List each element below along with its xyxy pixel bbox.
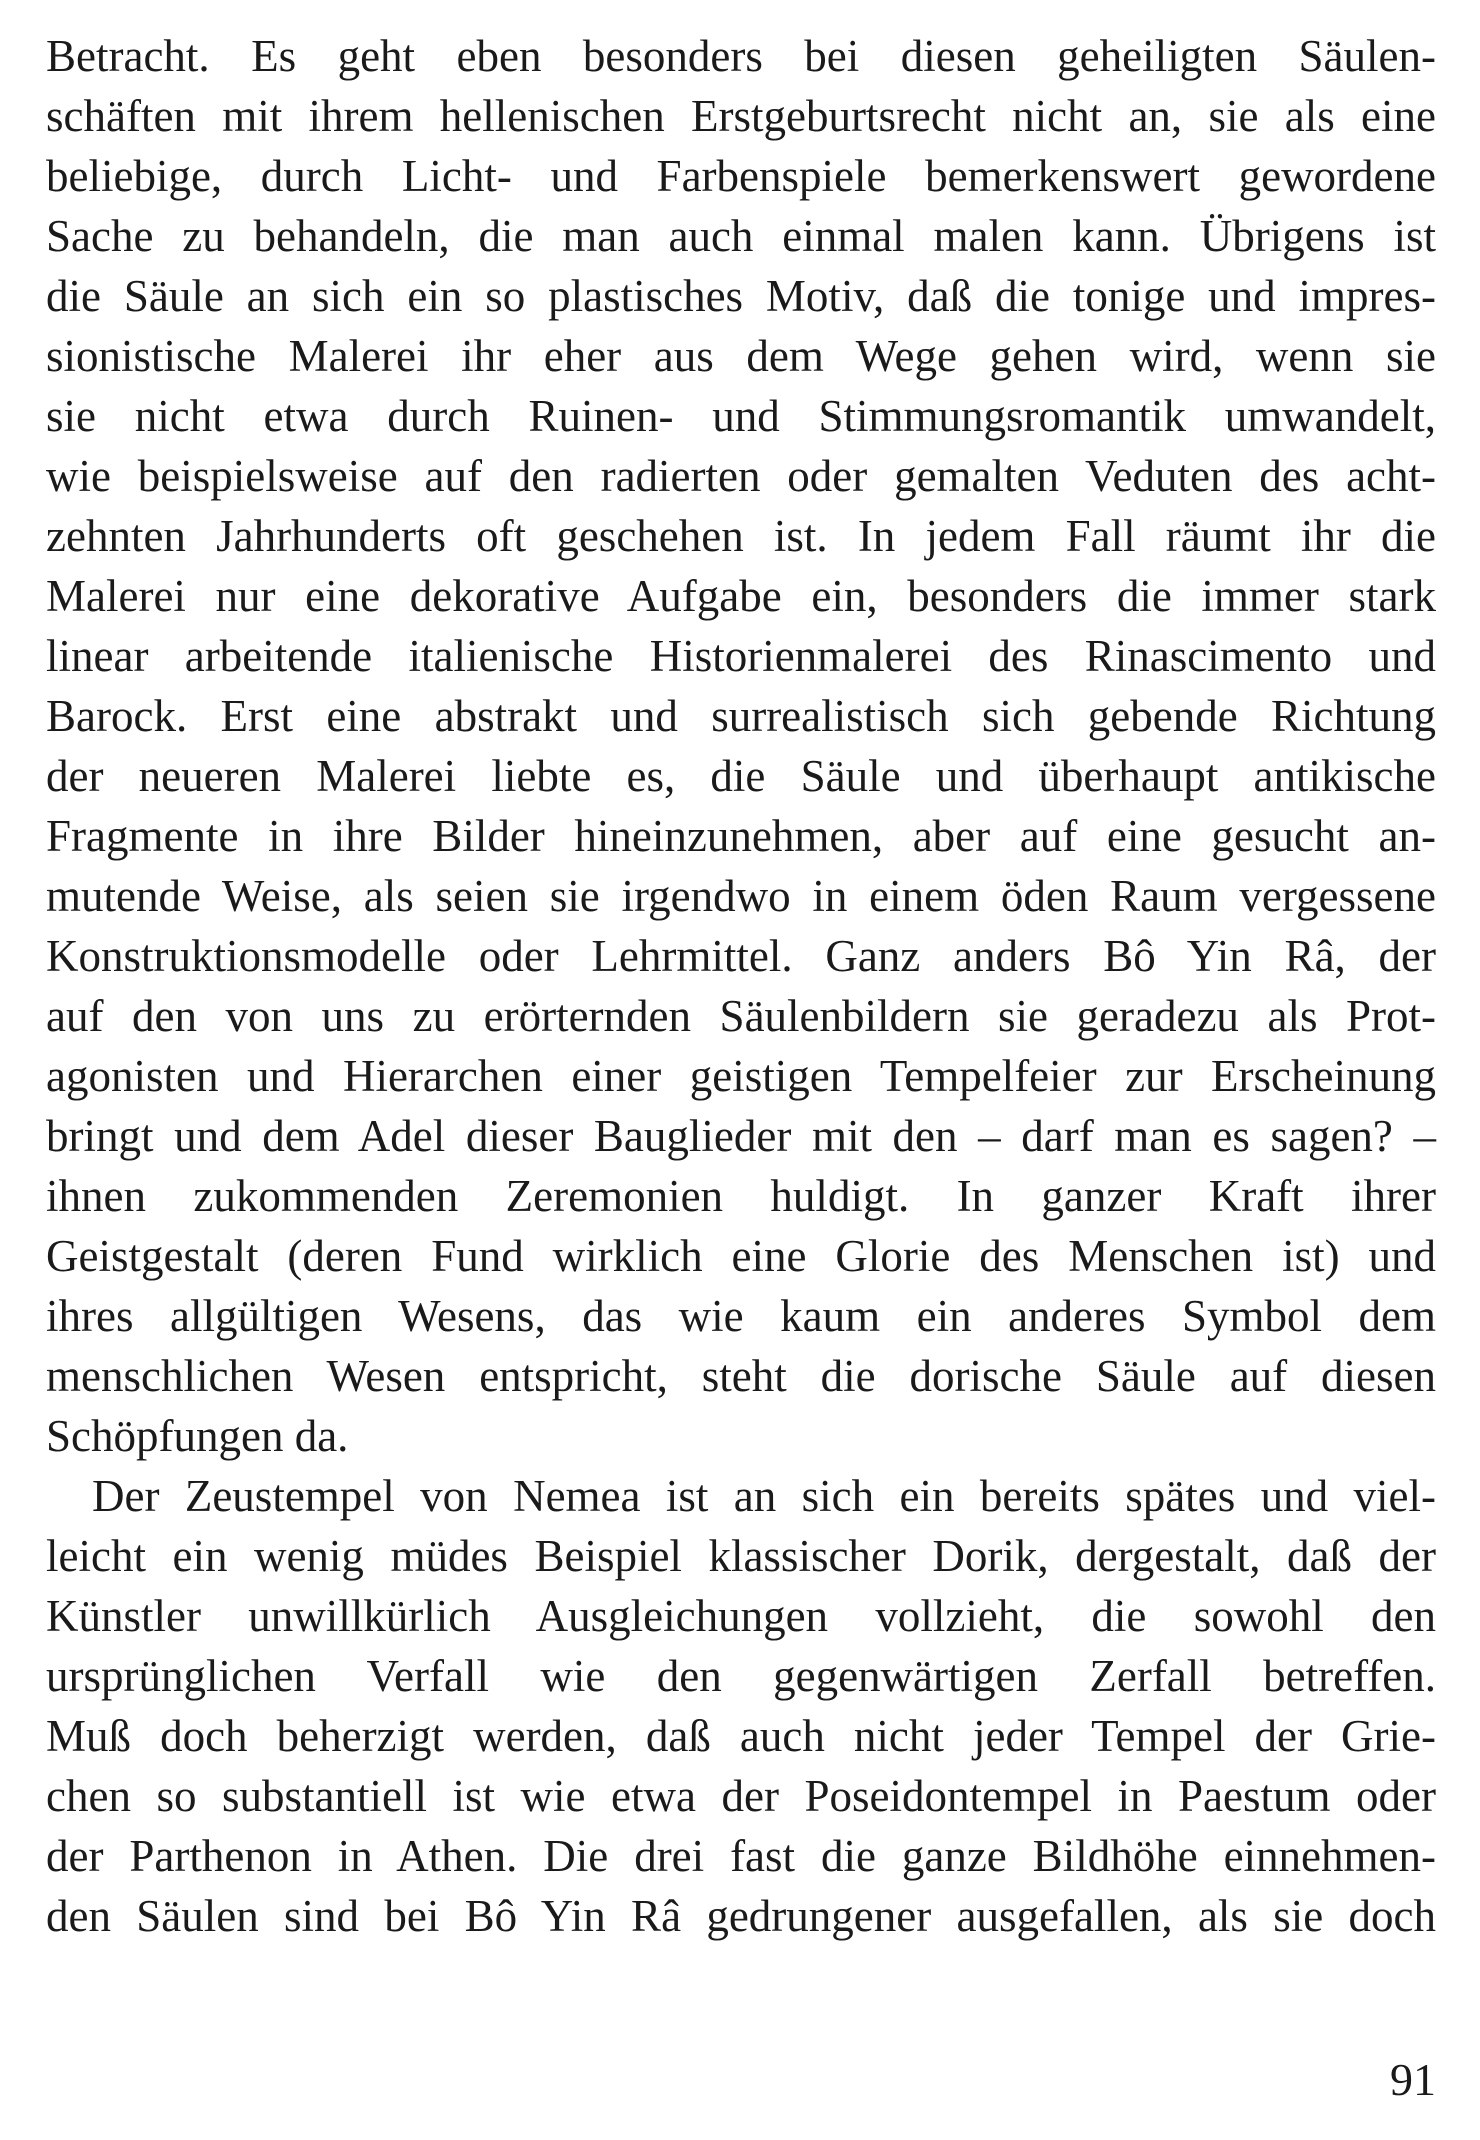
- body-text: [46, 26, 1436, 1946]
- text-line: ihres allgültigen Wesens, das wie kaum ein anderes Symbol dem: [46, 1291, 1436, 1341]
- text-line: auf den von uns zu erörternden Säulenbildern sie geradezu als Prot-: [46, 991, 1436, 1041]
- text-line: wie beispielsweise auf den radierten oder gemalten Veduten des acht-: [46, 451, 1436, 501]
- text-line: chen so substantiell ist wie etwa der Poseidontempel in Paestum oder: [46, 1771, 1436, 1821]
- text-line: Malerei nur eine dekorative Aufgabe ein, besonders die immer stark: [46, 571, 1436, 621]
- text-line: den Säulen sind bei Bô Yin Râ gedrungener ausgefallen, als sie doch: [46, 1891, 1436, 1941]
- text-line: bringt und dem Adel dieser Bauglieder mit den – darf man es sagen? –: [46, 1111, 1436, 1161]
- text-line: ihnen zukommenden Zeremonien huldigt. In ganzer Kraft ihrer: [46, 1171, 1436, 1221]
- text-line: die Säule an sich ein so plastisches Motiv, daß die tonige und impres-: [46, 271, 1436, 321]
- text-line: Künstler unwillkürlich Ausgleichungen vollzieht, die sowohl den: [46, 1591, 1436, 1641]
- text-line: Konstruktionsmodelle oder Lehrmittel. Ganz anders Bô Yin Râ, der: [46, 931, 1436, 981]
- text-line: beliebige, durch Licht- und Farbenspiele bemerkenswert gewordene: [46, 151, 1436, 201]
- text-line: Sache zu behandeln, die man auch einmal malen kann. Übrigens ist: [46, 211, 1436, 261]
- text-line: linear arbeitende italienische Historienmalerei des Rinascimento und: [46, 631, 1436, 681]
- text-line: schäften mit ihrem hellenischen Erstgeburtsrecht nicht an, sie als eine: [46, 91, 1436, 141]
- text-line: Geistgestalt (deren Fund wirklich eine Glorie des Menschen ist) und: [46, 1231, 1436, 1281]
- text-line: Betracht. Es geht eben besonders bei diesen geheiligten Säulen-: [46, 31, 1436, 81]
- text-line: zehnten Jahrhunderts oft geschehen ist. In jedem Fall räumt ihr die: [46, 511, 1436, 561]
- text-line: agonisten und Hierarchen einer geistigen Tempelfeier zur Erscheinung: [46, 1051, 1436, 1101]
- text-line: Der Zeustempel von Nemea ist an sich ein bereits spätes und viel-: [92, 1471, 1436, 1521]
- text-line: sionistische Malerei ihr eher aus dem Wege gehen wird, wenn sie: [46, 331, 1436, 381]
- text-line: Schöpfungen da.: [46, 1411, 349, 1461]
- paragraph-2: [46, 1466, 1436, 1946]
- text-line: Barock. Erst eine abstrakt und surrealistisch sich gebende Richtung: [46, 691, 1436, 741]
- text-line: mutende Weise, als seien sie irgendwo in einem öden Raum vergessene: [46, 871, 1436, 921]
- text-line: ursprünglichen Verfall wie den gegenwärtigen Zerfall betreffen.: [46, 1651, 1436, 1701]
- text-line: Fragmente in ihre Bilder hineinzunehmen, aber auf eine gesucht an-: [46, 811, 1436, 861]
- page-number: 91: [1390, 2054, 1436, 2105]
- text-line: der neueren Malerei liebte es, die Säule und überhaupt antikische: [46, 751, 1436, 801]
- text-line: menschlichen Wesen entspricht, steht die dorische Säule auf diesen: [46, 1351, 1436, 1401]
- paragraph-1: [46, 26, 1436, 1466]
- text-line: leicht ein wenig müdes Beispiel klassischer Dorik, dergestalt, daß der: [46, 1531, 1436, 1581]
- text-line: Muß doch beherzigt werden, daß auch nicht jeder Tempel der Grie-: [46, 1711, 1436, 1761]
- text-line: sie nicht etwa durch Ruinen- und Stimmungsromantik umwandelt,: [46, 391, 1436, 441]
- text-line: der Parthenon in Athen. Die drei fast die ganze Bildhöhe einnehmen-: [46, 1831, 1436, 1881]
